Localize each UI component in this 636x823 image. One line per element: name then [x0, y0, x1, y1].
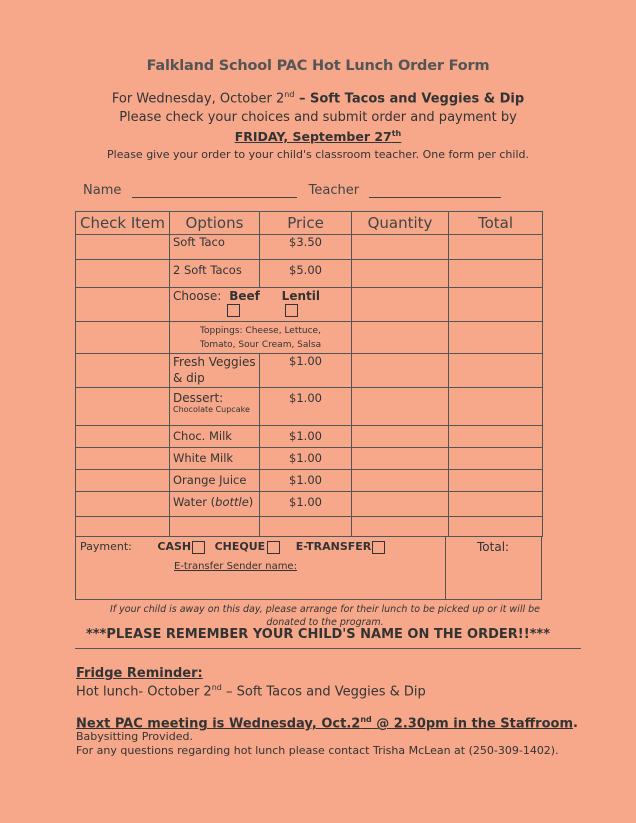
event-date-sup: nd	[284, 90, 295, 99]
table-row	[76, 426, 543, 448]
payment-section	[75, 537, 542, 600]
form-title: Falkland School PAC Hot Lunch Order Form	[146, 58, 490, 74]
total-cell[interactable]	[449, 517, 543, 537]
name-field[interactable]	[132, 185, 297, 198]
quantity-cell[interactable]	[352, 288, 449, 322]
filling-choice-cell	[170, 288, 352, 322]
total-cell[interactable]	[449, 448, 543, 470]
fridge-menu: – Soft Tacos and Veggies & Dip	[221, 684, 426, 700]
total-cell[interactable]	[449, 354, 543, 388]
etransfer-sender-label: E-transfer Sender name:	[174, 561, 297, 572]
lentil-checkbox[interactable]	[285, 304, 298, 317]
quantity-cell[interactable]	[352, 492, 449, 517]
babysitting-note: Babysitting Provided.	[76, 730, 193, 743]
price-cell: $1.00	[260, 354, 352, 388]
section-divider	[75, 648, 581, 649]
total-cell[interactable]	[449, 470, 543, 492]
table-row	[76, 288, 543, 322]
col-header-total: Total	[449, 212, 543, 235]
check-cell[interactable]	[76, 492, 170, 517]
table-header-row	[76, 212, 543, 235]
total-cell[interactable]	[449, 288, 543, 322]
cash-checkbox[interactable]	[192, 541, 205, 554]
toppings-line-1: Toppings: Cheese, Lettuce,	[200, 326, 321, 336]
deadline-line	[0, 129, 636, 144]
veggies-line-2: & dip	[173, 371, 205, 385]
check-cell[interactable]	[76, 354, 170, 388]
price-cell[interactable]	[260, 517, 352, 537]
option-cell: Choc. Milk	[170, 426, 260, 448]
water-close-paren: )	[248, 495, 254, 509]
check-cell[interactable]	[76, 260, 170, 288]
option-cell	[170, 492, 260, 517]
deadline-sup: th	[391, 129, 402, 138]
quantity-cell[interactable]	[352, 470, 449, 492]
nextpac-text: Next PAC meeting is Wednesday, Oct.2	[76, 716, 361, 732]
name-teacher-row	[83, 183, 501, 198]
toppings-cell	[170, 322, 352, 354]
quantity-cell[interactable]	[352, 388, 449, 426]
price-cell: $1.00	[260, 448, 352, 470]
option-cell	[170, 354, 260, 388]
check-cell[interactable]	[76, 288, 170, 322]
total-label: Total:	[477, 540, 510, 554]
event-menu-text: – Soft Tacos and Veggies & Dip	[294, 91, 525, 107]
option-cell: 2 Soft Tacos	[170, 260, 260, 288]
option-cell: White Milk	[170, 448, 260, 470]
water-bottle-text: bottle	[215, 495, 249, 509]
veggies-line-1: Fresh Veggies	[173, 355, 256, 369]
price-cell: $1.00	[260, 426, 352, 448]
option-cell	[170, 388, 260, 426]
name-label: Name	[83, 183, 122, 198]
total-cell[interactable]	[449, 235, 543, 260]
nextpac-time: @ 2.30pm in the Staffroom	[371, 716, 573, 732]
price-cell: $1.00	[260, 470, 352, 492]
quantity-cell[interactable]	[352, 426, 449, 448]
price-cell: $1.00	[260, 388, 352, 426]
total-cell[interactable]	[449, 260, 543, 288]
table-row	[76, 388, 543, 426]
nextpac-sup: nd	[360, 715, 372, 724]
beef-label: Beef	[229, 289, 260, 303]
price-cell: $3.50	[260, 235, 352, 260]
option-cell: Soft Taco	[170, 235, 260, 260]
nextpac-period: .	[573, 716, 578, 732]
total-cell[interactable]	[449, 492, 543, 517]
table-row	[76, 517, 543, 537]
quantity-cell[interactable]	[352, 260, 449, 288]
check-cell[interactable]	[76, 517, 170, 537]
table-row	[76, 448, 543, 470]
teacher-field[interactable]	[369, 185, 501, 198]
payment-label: Payment:	[80, 540, 132, 553]
quantity-cell[interactable]	[352, 235, 449, 260]
check-cell[interactable]	[76, 388, 170, 426]
next-pac-meeting	[76, 715, 578, 731]
check-cell[interactable]	[76, 235, 170, 260]
payment-divider	[445, 537, 446, 599]
total-cell[interactable]	[449, 322, 543, 354]
away-note: If your child is away on this day, please arrange for their lunch to be picked up or it will be donated to the program.	[110, 604, 540, 628]
cash-label: CASH	[157, 540, 192, 553]
submission-note: Please give your order to your child's classroom teacher. One form per child.	[107, 148, 529, 161]
lentil-label: Lentil	[281, 289, 320, 303]
etransfer-checkbox[interactable]	[372, 541, 385, 554]
toppings-line-2: Tomato, Sour Cream, Salsa	[199, 340, 322, 350]
check-cell[interactable]	[76, 322, 170, 354]
col-header-check-item: Check Item	[76, 212, 170, 235]
event-date-text: For Wednesday, October 2	[111, 91, 285, 107]
deadline-text: FRIDAY, September 27	[234, 129, 392, 145]
table-row	[76, 470, 543, 492]
event-date-line	[0, 90, 636, 106]
dessert-line-2: Chocolate Cupcake	[173, 405, 250, 414]
contact-info: For any questions regarding hot lunch please contact Trisha McLean at (250-309-1402).	[76, 744, 559, 757]
check-cell[interactable]	[76, 426, 170, 448]
quantity-cell[interactable]	[352, 448, 449, 470]
quantity-cell[interactable]	[352, 354, 449, 388]
price-cell: $5.00	[260, 260, 352, 288]
price-cell: $1.00	[260, 492, 352, 517]
payment-options	[80, 540, 385, 554]
option-cell[interactable]	[170, 517, 260, 537]
table-row	[76, 354, 543, 388]
table-row	[76, 492, 543, 517]
etransfer-label: E-TRANSFER	[295, 540, 372, 553]
teacher-label: Teacher	[308, 183, 360, 198]
check-cell[interactable]	[76, 470, 170, 492]
total-cell[interactable]	[449, 388, 543, 426]
table-row	[76, 235, 543, 260]
fridge-sup: nd	[211, 683, 222, 692]
choose-label: Choose:	[173, 289, 222, 303]
quantity-cell[interactable]	[352, 322, 449, 354]
total-cell[interactable]	[449, 426, 543, 448]
instructions-line: Please check your choices and submit order and payment by	[119, 110, 517, 125]
table-row	[76, 260, 543, 288]
col-header-quantity: Quantity	[352, 212, 449, 235]
table-row	[76, 322, 543, 354]
fridge-reminder-text	[76, 683, 426, 699]
col-header-price: Price	[260, 212, 352, 235]
cheque-label: CHEQUE	[214, 540, 266, 553]
remember-name-notice: ***PLEASE REMEMBER YOUR CHILD'S NAME ON THE ORDER!!***	[85, 627, 551, 642]
col-header-options: Options	[170, 212, 260, 235]
fridge-reminder-heading: Fridge Reminder:	[76, 666, 203, 681]
cheque-checkbox[interactable]	[267, 541, 280, 554]
fridge-text: Hot lunch- October 2	[76, 684, 212, 700]
option-cell: Orange Juice	[170, 470, 260, 492]
quantity-cell[interactable]	[352, 517, 449, 537]
check-cell[interactable]	[76, 448, 170, 470]
beef-checkbox[interactable]	[227, 304, 240, 317]
water-text: Water (	[173, 495, 216, 509]
dessert-line-1: Dessert:	[173, 391, 224, 405]
order-table	[75, 211, 543, 537]
